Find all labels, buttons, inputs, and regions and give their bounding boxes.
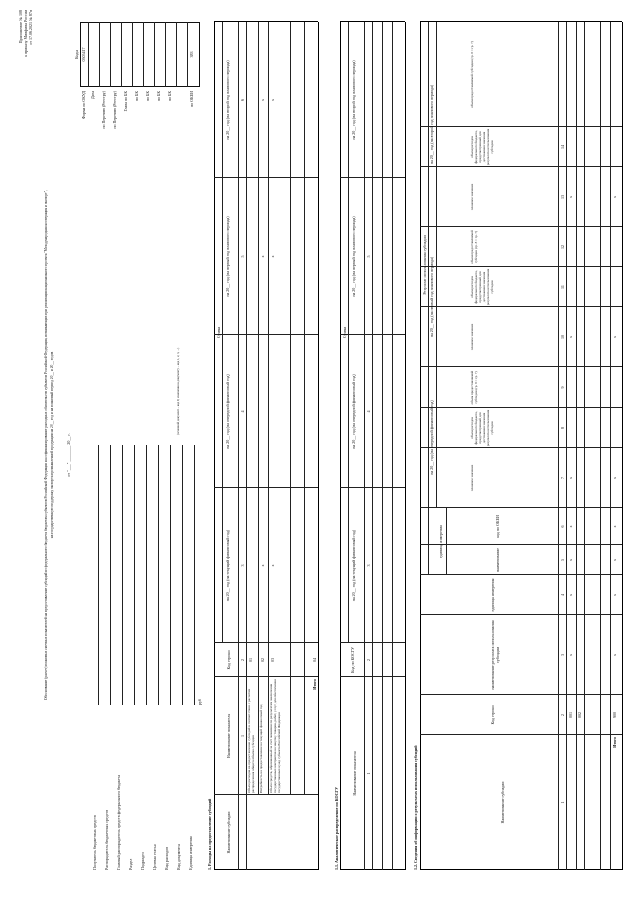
section12-title: 1.2. Сведения об информации о результатах использования субсидий (413, 745, 418, 870)
result-subheader: объем расходов федерального бюджета, предусмотренный для достижения значения результата использования субсидии (470, 128, 494, 166)
rule-line (214, 22, 215, 870)
period-header: на 20__ год (на второй год планового периода) (225, 60, 230, 140)
document-date: от "___" ________ 20__ г. (66, 433, 71, 477)
column-number: 3 (366, 564, 371, 567)
code-row-label: по Перечню (Реестру) (112, 91, 117, 129)
rule-line (420, 574, 622, 575)
rule-line (420, 266, 622, 267)
rule-line (576, 22, 577, 870)
rule-line (600, 22, 601, 870)
sum-header: Сумма (216, 326, 221, 339)
rule-line (420, 166, 622, 167)
cross-mark: x (568, 654, 573, 656)
rule-line (304, 22, 305, 795)
column-number: 14 (560, 145, 565, 149)
form-code-value: 0505417 (81, 47, 86, 62)
cross-mark: x (568, 594, 573, 596)
rule-line (122, 445, 123, 705)
cross-mark: x (612, 477, 617, 479)
rule-line (420, 21, 622, 22)
document-title-line-1: Обоснование (расчет) плановых сметных показателей на предоставление субсидий из федерального бюджета бюджетам субъектов Российской Федерации на софинансирование расходных обязательств субъектов Российской Федерации, возникающих при реализации национального проекта "Международная кооперация и экспорт", (44, 189, 48, 701)
header-field-label: Вид документа (176, 844, 181, 870)
rule-line (134, 445, 135, 705)
rule-line (436, 22, 437, 508)
column-number: 12 (560, 245, 565, 249)
row-value: x (260, 99, 265, 101)
period-header: на 20__ год (на первый год планового периода) (351, 216, 356, 297)
column-header-subsidy: Наименование субсидии (226, 811, 231, 854)
row-indicator: Объем средств, образованный за счет экономии по результатам заключения государственных контрактов на закупку товаров, работ, услуг для обеспечения государственных нужд субъекта Российской Федерации (269, 679, 281, 793)
header-field-label: Вид расходов (164, 847, 169, 870)
cross-mark: x (568, 196, 573, 198)
form-code-label: Форма по ОКУД (81, 91, 86, 120)
rule-line (238, 22, 239, 870)
rule-line (392, 22, 393, 870)
code-row-label: по ОКЕИ (189, 91, 194, 108)
rule-line (158, 445, 159, 705)
code-row-label: по БК (156, 91, 161, 102)
sum-header: Сумма (342, 326, 347, 339)
rule-line (610, 22, 611, 870)
result-subheader: плановое значение (470, 323, 474, 351)
rule-line (420, 507, 622, 508)
row-value: x (260, 255, 265, 258)
cross-mark: x (568, 477, 573, 479)
rule-line (382, 22, 383, 870)
row-code: 01 (248, 658, 253, 662)
section1-title: 1. Расходы на предоставление субсидий (207, 798, 212, 870)
rule-line (98, 445, 99, 705)
rule-line (584, 22, 585, 870)
row-code: 001 (568, 712, 573, 718)
cross-mark: x (612, 594, 617, 596)
rule-line (290, 22, 291, 795)
period-header: на 20__ год (на очередной финансовый год) (351, 374, 356, 449)
period-header: на 20__ год (на текущий финансовый год) (225, 529, 230, 602)
unit-value: руб (197, 699, 202, 705)
total-code: 04 (312, 658, 317, 662)
result-subheader: объем предоставляемой субсидии (гр. 8 = гр. 7) (470, 370, 478, 405)
rule-line (558, 22, 559, 870)
column-number: 1 (560, 801, 565, 804)
rule-line (110, 22, 111, 87)
rule-line (420, 306, 622, 307)
period-header: на 20__ год (на второй год планового периода) (351, 60, 356, 140)
rule-line (420, 22, 421, 870)
code-row-label: по БК (145, 91, 150, 102)
cross-mark: x (568, 525, 573, 528)
column-number: 1 (366, 772, 371, 775)
column-number: 3 (240, 564, 245, 567)
column-number: 6 (240, 99, 245, 101)
column-header-code: Код строки (490, 705, 495, 725)
column-header-subsidy: Наименование субсидии (500, 781, 505, 824)
column-number: 4 (366, 410, 371, 413)
code-row-label: Глава по БК (123, 91, 128, 112)
column-number: 2 (240, 659, 245, 661)
code-row-value: 383 (189, 51, 194, 58)
rule-line (121, 22, 122, 87)
rule-line (420, 226, 622, 227)
column-number: 9 (560, 386, 565, 389)
rule-line (99, 22, 100, 87)
column-number: 7 (560, 477, 565, 479)
rule-line (187, 22, 188, 87)
rule-line (222, 22, 223, 643)
result-subheader: объем расходов федерального бюджета, предусмотренный для достижения значения результата использования субсидии (470, 268, 494, 306)
rule-line (420, 694, 622, 695)
code-row-label: по БК (167, 91, 172, 102)
rule-line (318, 22, 319, 870)
results-header: Результат использования субсидии (422, 235, 427, 295)
column-number: 1 (240, 735, 245, 737)
result-subheader: объем предоставляемой субсидии (гр. 8 = гр. 7) (470, 41, 474, 108)
column-number: 2 (560, 714, 565, 716)
period-header: на 20__ год (на очередной финансовый год) (429, 400, 434, 475)
rule-line (420, 544, 622, 545)
column-number: 5 (366, 255, 371, 258)
row-indicator: Объем расходов на предоставление субсидий в соответствии с расчетом распределения общего объема субсидии (247, 688, 255, 793)
rule-line (364, 22, 365, 870)
document-title-line-2: на государственную поддержку экспорта промышленной продукции на 20__ год и на плановый период 20__ и 20__ годов (50, 351, 54, 539)
column-number: 2 (366, 659, 371, 661)
rule-line (622, 22, 623, 870)
result-subheader: объем предоставляемой субсидии (гр. 8 = гр. 7) (470, 230, 478, 264)
header-field-label: Раздел (128, 858, 133, 870)
rule-line (566, 22, 567, 870)
row-value: x (260, 564, 265, 567)
total-label: Итого (312, 679, 317, 690)
cross-mark: x (612, 336, 617, 338)
section11-title: 1.1. Аналитическое распределение по КОСГУ (334, 786, 339, 870)
column-number: 4 (560, 594, 565, 596)
unit-name-header: наименование (495, 547, 500, 573)
rule-line (348, 22, 349, 643)
cross-mark: x (612, 654, 617, 656)
rule-line (182, 445, 183, 705)
result-subheader: плановое значение (470, 464, 474, 492)
rule-line (446, 508, 447, 575)
unit-note: (основной документ – код 0; изменения к документу – код 1, 2, 3, ...) (176, 347, 180, 435)
rule-line (420, 407, 622, 408)
result-subheader: плановое значение (470, 183, 474, 211)
code-row-label: по Перечню (Реестру) (101, 91, 106, 129)
period-header: на 20__ год (на второй год планового периода) (429, 84, 434, 165)
cross-mark: x (612, 525, 617, 528)
codes-header: Коды (74, 49, 79, 60)
unit-header: единица измерения (438, 525, 443, 558)
rule-line (132, 22, 133, 87)
column-number: 6 (560, 525, 565, 528)
codes-box (80, 22, 200, 87)
header-field-label: Подраздел (140, 852, 145, 870)
result-subheader: объем расходов федерального бюджета, предусмотренный для достижения значения результата использования субсидии (470, 409, 494, 447)
rule-line (405, 22, 406, 870)
row-code: 002 (577, 712, 582, 718)
cross-mark: x (612, 559, 617, 561)
column-header-result-name: наименование результата использования субсидии (490, 620, 500, 690)
rule-line (143, 22, 144, 87)
header-field-label: Целевая статья (152, 844, 157, 870)
code-row-label: Дата (90, 91, 95, 99)
rule-line (420, 869, 622, 870)
column-number: 8 (560, 427, 565, 429)
rule-line (170, 445, 171, 705)
period-header: на 20__ год (на очередной финансовый год) (225, 374, 230, 449)
appendix-line-3: от 17.06.2021 № 87н (28, 10, 33, 45)
rule-line (88, 22, 89, 87)
column-header-kosgu: Код по КОСГУ (350, 647, 355, 673)
column-number: 5 (240, 255, 245, 258)
appendix-line-1: Приложение № 108 (18, 10, 23, 44)
rule-line (420, 734, 622, 735)
total-label: Итого (612, 737, 617, 748)
period-header: на 20__ год (на текущий финансовый год) (351, 529, 356, 602)
rule-line (340, 22, 341, 870)
rule-line (420, 447, 622, 448)
header-field-label: Распорядитель бюджетных средств (104, 809, 109, 870)
rule-line (154, 22, 155, 87)
header-field-label: Получатель бюджетных средств (92, 815, 97, 870)
period-header: на 20__ год (на первый год планового периода) (225, 216, 230, 297)
cross-mark: x (612, 196, 617, 198)
row-code: 03 (270, 658, 275, 662)
column-number: 11 (560, 285, 565, 289)
column-header-indicator: Наименование показателя (226, 713, 231, 759)
rule-line (420, 126, 622, 127)
column-number: 4 (240, 410, 245, 413)
rule-line (420, 614, 622, 615)
period-header: на 20__ год (на первый год планового периода) (429, 256, 434, 338)
appendix-line-2: к приказу Минфина России (23, 10, 28, 57)
row-value: x (270, 255, 275, 258)
row-value: x (270, 99, 275, 101)
column-number: 10 (560, 335, 565, 339)
column-number: 13 (560, 195, 565, 199)
column-header-unit: единица измерения (490, 578, 495, 612)
row-indicator: Потребность на предоставление на текущий финансовый год (259, 704, 263, 793)
rule-line (372, 22, 373, 870)
unit-okei-header: код по ОКЕИ (495, 515, 500, 538)
rule-line (165, 22, 166, 87)
rule-line (146, 445, 147, 705)
column-header-indicator: Наименование показателя (352, 751, 357, 796)
rule-line (176, 22, 177, 87)
rule-line (420, 366, 622, 367)
rule-line (110, 445, 111, 705)
header-field-label: Единица измерения (188, 836, 193, 870)
column-number: 3 (560, 654, 565, 656)
column-header-code: Код строки (226, 650, 231, 670)
row-code: 02 (260, 658, 265, 662)
rule-line (194, 445, 195, 705)
cross-mark: x (568, 559, 573, 561)
code-row-label: по БК (134, 91, 139, 102)
header-field-label: Главный распорядитель средств федерального бюджета (116, 775, 121, 870)
column-number: 5 (560, 559, 565, 561)
cross-mark: x (568, 336, 573, 338)
row-value: x (270, 564, 275, 567)
total-code: 900 (612, 712, 617, 718)
